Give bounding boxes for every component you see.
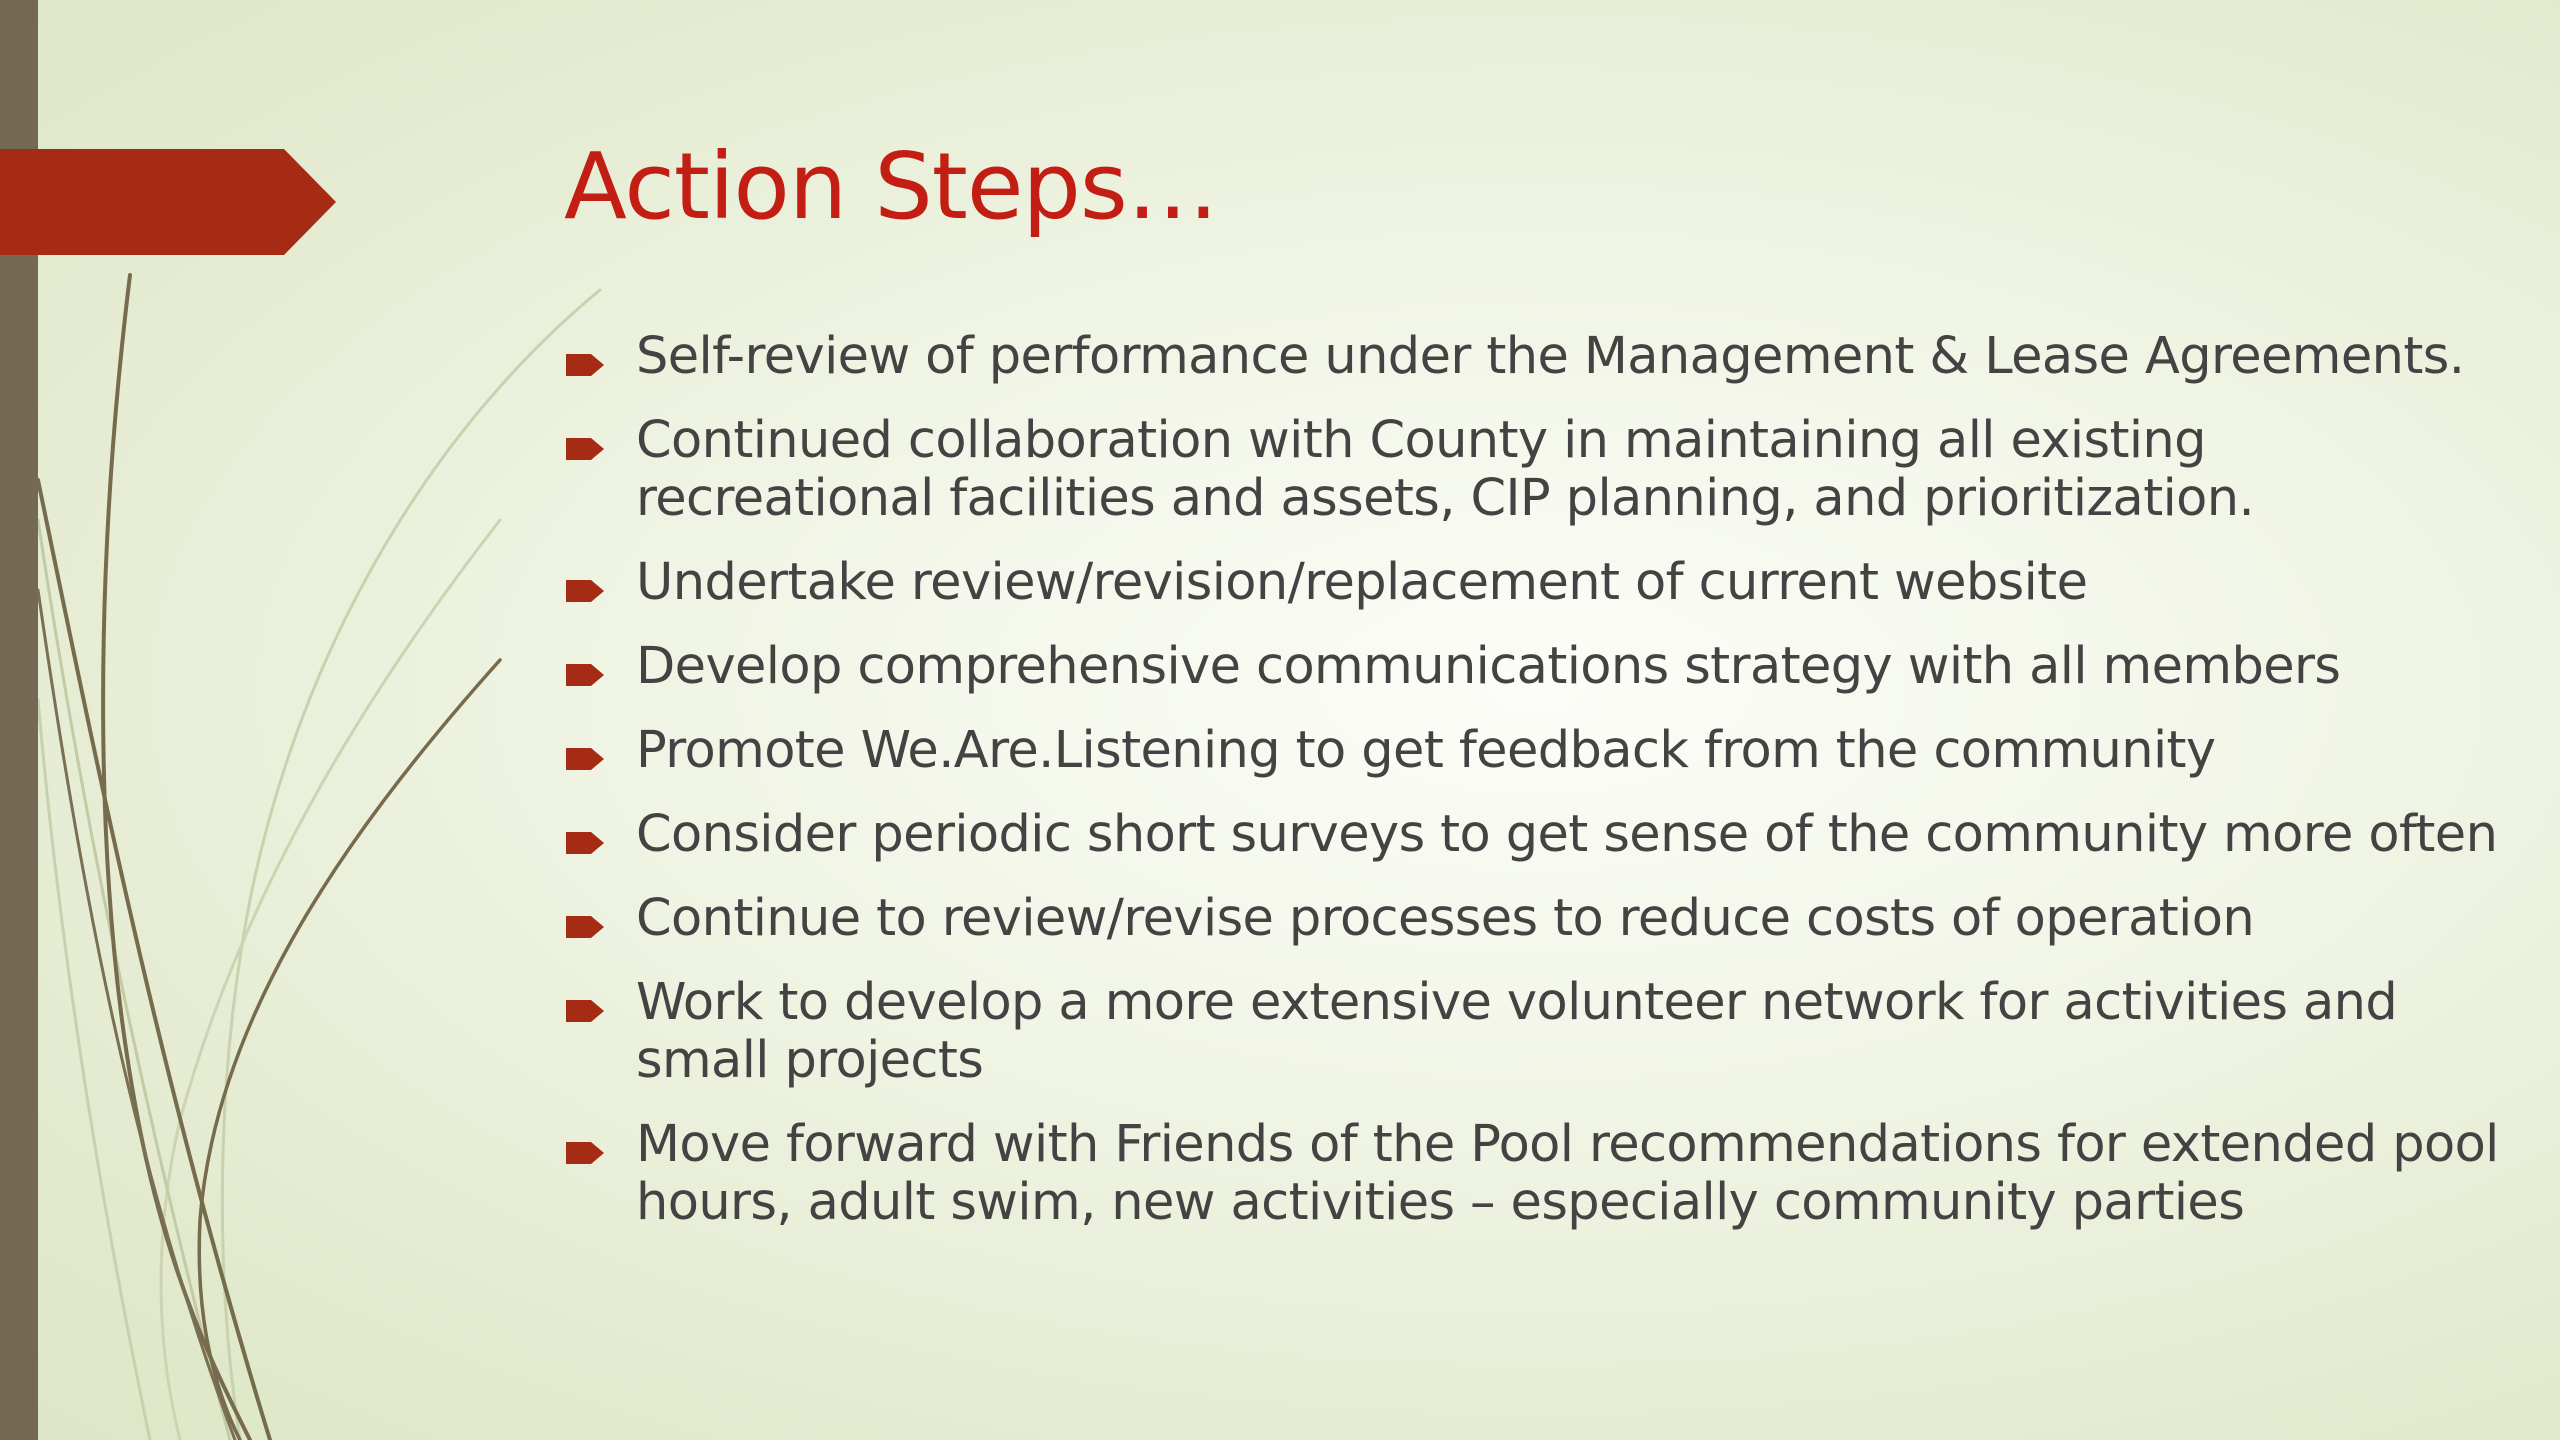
- bullet-text: Move forward with Friends of the Pool recommendations for extended pool hours, adult swim, new activities – especially community parties: [636, 1115, 2499, 1232]
- bullet-item: [564, 890, 2504, 948]
- bullet-item: [564, 722, 2504, 780]
- bullet-item: [564, 638, 2504, 696]
- arrow-bullet-icon: [566, 916, 604, 938]
- bullet-text: Develop comprehensive communications strategy with all members: [636, 637, 2341, 696]
- bullet-text: Undertake review/revision/replacement of current website: [636, 553, 2088, 612]
- bullet-item: [564, 974, 2504, 1090]
- arrow-bullet-icon: [566, 1142, 604, 1164]
- arrow-bullet-icon: [566, 832, 604, 854]
- bullet-item: [564, 1116, 2504, 1232]
- slide-title: Action Steps…: [564, 133, 1218, 240]
- bullet-text: Work to develop a more extensive volunteer network for activities and small projects: [636, 973, 2398, 1090]
- bullet-item: [564, 554, 2504, 612]
- bullet-text: Consider periodic short surveys to get sense of the community more often: [636, 805, 2498, 864]
- arrow-bullet-icon: [566, 748, 604, 770]
- arrow-bullet-icon: [566, 580, 604, 602]
- bullet-text: Promote We.Are.Listening to get feedback from the community: [636, 721, 2216, 780]
- bullet-text: Continued collaboration with County in maintaining all existing recreational facilities and assets, CIP planning, and prioritization.: [636, 411, 2255, 528]
- bullet-item: [564, 412, 2504, 528]
- bullet-item: [564, 806, 2504, 864]
- title-arrow-icon: [0, 149, 336, 255]
- arrow-bullet-icon: [566, 438, 604, 460]
- arrow-bullet-icon: [566, 664, 604, 686]
- arrow-bullet-icon: [566, 354, 604, 376]
- bullet-list: [564, 328, 2504, 1258]
- arrow-bullet-icon: [566, 1000, 604, 1022]
- bullet-item: [564, 328, 2504, 386]
- bullet-text: Continue to review/revise processes to reduce costs of operation: [636, 889, 2255, 948]
- bullet-text: Self-review of performance under the Management & Lease Agreements.: [636, 327, 2465, 386]
